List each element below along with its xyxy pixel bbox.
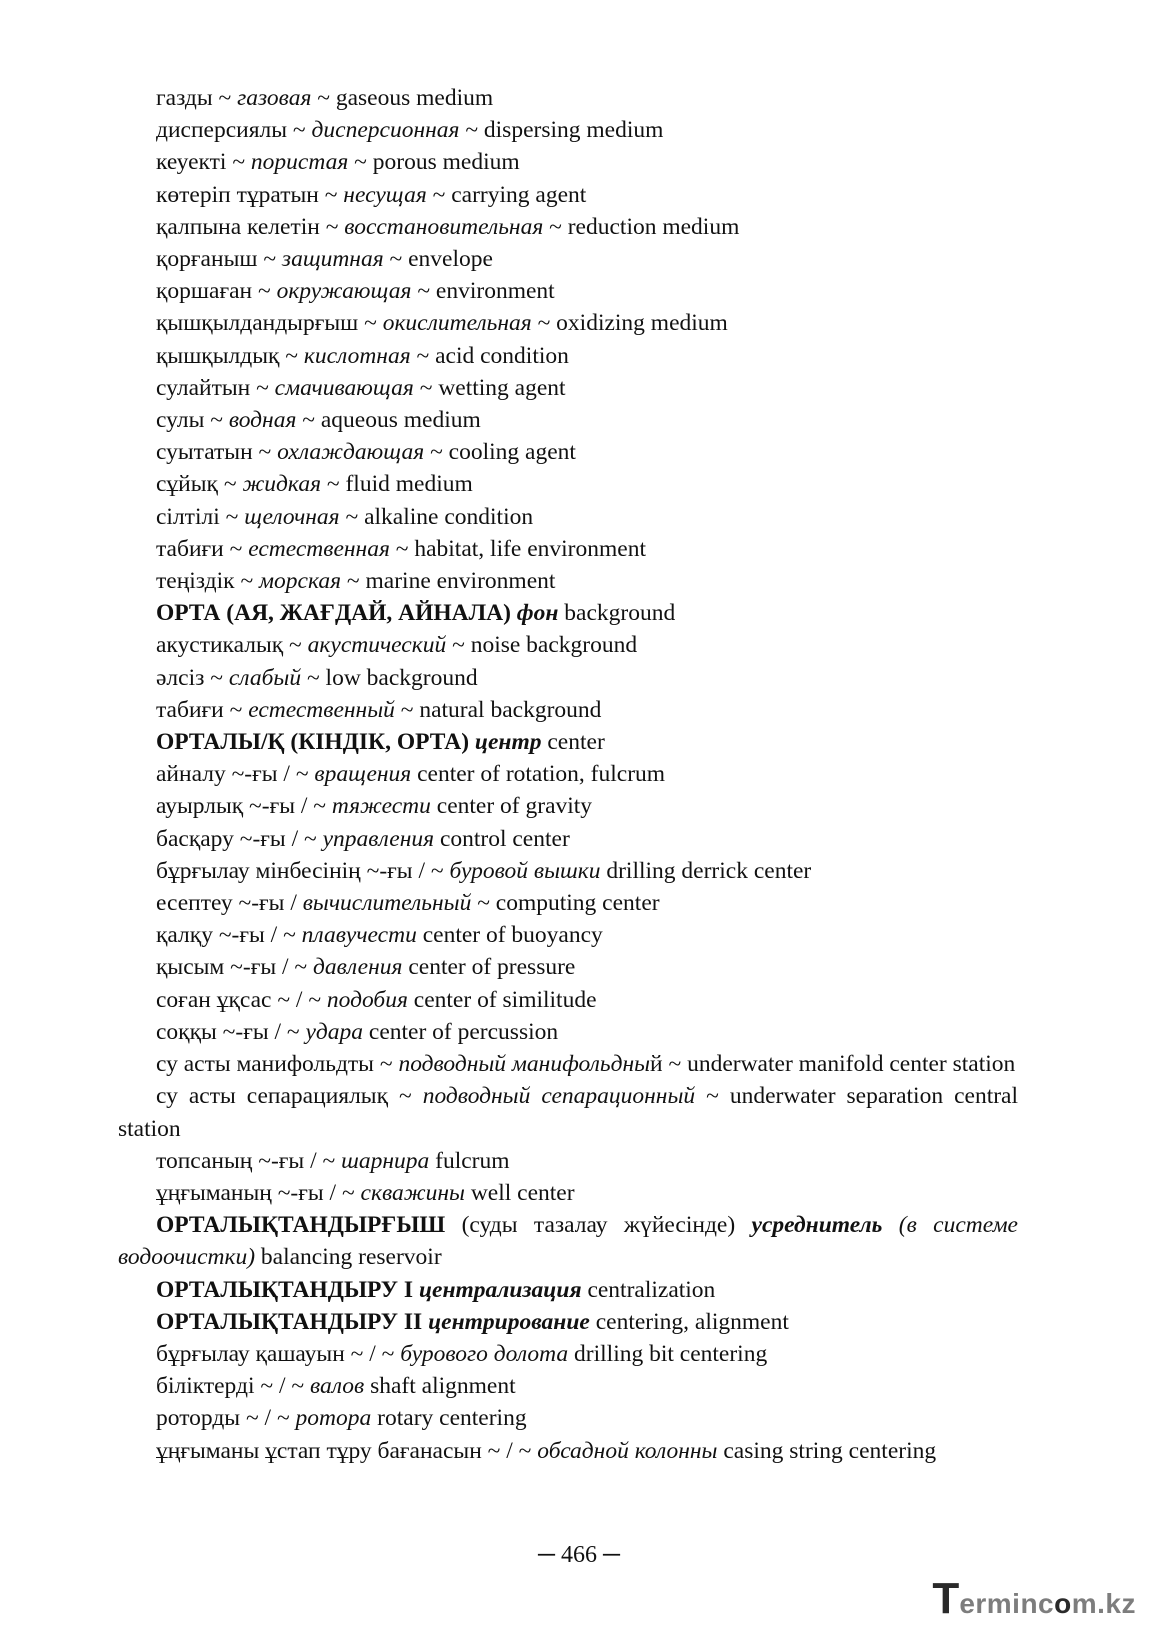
entry-english: ~ porous medium <box>348 149 520 176</box>
headword-kazakh: ОРТА (АЯ, ЖАҒДАЙ, АЙНАЛА) <box>156 600 517 627</box>
dictionary-entry <box>118 1402 1018 1434</box>
entry-kazakh: басқару ~-ғы / ~ <box>156 825 323 852</box>
entry-english: ~ cooling agent <box>424 439 576 466</box>
dictionary-entry <box>118 179 1018 211</box>
entry-english: ~ wetting agent <box>413 374 566 401</box>
entry-english: ~ natural background <box>394 696 602 723</box>
headword-english: centralization <box>581 1276 716 1303</box>
dictionary-entry <box>118 1338 1018 1370</box>
headword-kazakh: ОРТАЛЫҚТАНДЫРҒЫШ <box>156 1212 446 1239</box>
entry-kazakh: соққы ~-ғы / ~ <box>156 1018 306 1045</box>
entry-english: control center <box>434 825 570 852</box>
headword-ortalyqtandyru-2 <box>118 1306 1018 1338</box>
entry-english: ~ underwater separation central station <box>118 1083 1019 1142</box>
entry-russian: восстановительная <box>344 213 544 240</box>
entry-russian: естественная <box>248 535 390 562</box>
dictionary-entry <box>118 662 1018 694</box>
dictionary-entry <box>118 243 1018 275</box>
entry-kazakh: бұрғылау мінбесінің ~-ғы / ~ <box>156 857 450 884</box>
entry-russian: ротора <box>295 1405 372 1432</box>
headword-english: center <box>541 729 605 756</box>
entry-english: casing string centering <box>717 1437 937 1464</box>
entry-kazakh: кеуекті ~ <box>156 149 251 176</box>
entry-kazakh: суытатын ~ <box>156 439 278 466</box>
entry-russian: давления <box>313 954 403 981</box>
entry-english: drilling derrick center <box>600 857 812 884</box>
entry-kazakh: соған ұқсас ~ / ~ <box>156 986 327 1013</box>
entry-english: ~ habitat, life environment <box>389 535 646 562</box>
entry-kazakh: қалпына келетін ~ <box>156 213 345 240</box>
entry-kazakh: қорғаныш ~ <box>156 246 282 273</box>
entry-kazakh: қоршаған ~ <box>156 278 277 305</box>
entry-russian: водная <box>228 407 297 434</box>
entry-russian: защитная <box>281 246 384 273</box>
entry-english: ~ computing center <box>471 890 660 917</box>
entry-english: ~ alkaline condition <box>339 503 534 530</box>
headword-russian: усреднитель <box>751 1212 883 1239</box>
dictionary-entry <box>118 146 1018 178</box>
entry-kazakh: су асты сепарациялық ~ <box>156 1083 423 1110</box>
entry-russian: охлаждающая <box>277 439 425 466</box>
entry-russian: смачивающая <box>274 374 414 401</box>
entry-russian: газовая <box>237 85 312 111</box>
entry-russian: пористая <box>250 149 349 176</box>
termincom-watermark <box>932 1574 1136 1623</box>
dictionary-entry <box>118 1145 1018 1177</box>
entry-russian: бурового долота <box>400 1340 569 1367</box>
entry-english: ~ gaseous medium <box>311 85 494 111</box>
headword-english: background <box>558 600 676 627</box>
entry-kazakh: дисперсиялы ~ <box>156 117 312 144</box>
entry-kazakh: біліктерді ~ / ~ <box>156 1373 310 1400</box>
dictionary-entry <box>118 533 1018 565</box>
dictionary-entry <box>118 1435 1018 1467</box>
entry-kazakh: ұңғыманың ~-ғы / ~ <box>156 1179 361 1206</box>
dictionary-entry <box>118 1016 1018 1048</box>
page-number: ─ 466 ─ <box>537 1542 620 1568</box>
entry-russian: управления <box>322 825 435 852</box>
entry-kazakh: ауырлық ~-ғы / ~ <box>156 793 332 820</box>
dictionary-entry <box>118 340 1018 372</box>
entry-kazakh: әлсіз ~ <box>156 664 229 691</box>
entry-russian: естественный <box>248 696 395 723</box>
dictionary-page <box>118 82 1018 1467</box>
entry-russian: подводный сепарационный <box>422 1083 696 1110</box>
watermark-text: ermincom.kz <box>959 1588 1136 1619</box>
entry-russian: щелочная <box>244 503 340 530</box>
entry-kazakh: қышқылдық ~ <box>156 342 304 369</box>
entry-kazakh: қысым ~-ғы / ~ <box>156 954 314 981</box>
entry-english: drilling bit centering <box>568 1340 768 1367</box>
dictionary-entry <box>118 984 1018 1016</box>
entry-russian: кислотная <box>303 342 411 369</box>
entry-russian: шарнира <box>341 1147 430 1174</box>
headword-ortalyqtandyru-1 <box>118 1274 1018 1306</box>
entry-russian: вычислительный <box>302 890 472 917</box>
dictionary-entry <box>118 565 1018 597</box>
headword-kazakh: ОРТАЛЫҚТАНДЫРУ II <box>156 1308 429 1335</box>
entry-russian: несущая <box>343 181 427 208</box>
entry-english: rotary centering <box>371 1405 527 1432</box>
entry-kazakh: табиғи ~ <box>156 696 249 723</box>
entry-english: ~ envelope <box>383 246 493 273</box>
dictionary-entry <box>118 790 1018 822</box>
entry-kazakh: есептеу ~-ғы / <box>156 890 303 917</box>
entry-kazakh: айналу ~-ғы / ~ <box>156 761 315 788</box>
dictionary-entry <box>118 114 1018 146</box>
entry-russian: вращения <box>314 761 412 788</box>
dictionary-entry <box>118 1048 1018 1080</box>
dictionary-entry <box>118 372 1018 404</box>
headword-english: balancing reservoir <box>255 1244 442 1271</box>
dictionary-entry <box>118 823 1018 855</box>
entry-english: ~ dispersing medium <box>459 117 664 144</box>
entry-russian: тяжести <box>331 793 431 820</box>
entry-russian: скважины <box>360 1179 465 1206</box>
entry-english: ~ acid condition <box>410 342 569 369</box>
headword-kazakh: ОРТАЛЫҚТАНДЫРУ I <box>156 1276 419 1303</box>
entry-english: center of percussion <box>363 1018 559 1045</box>
entry-english: ~ aqueous medium <box>296 407 481 434</box>
entry-english: shaft alignment <box>364 1373 516 1400</box>
entry-russian: окружающая <box>276 278 412 305</box>
entries-medium <box>118 82 1018 597</box>
dictionary-entry <box>118 629 1018 661</box>
entry-english: center of rotation, fulcrum <box>411 761 666 788</box>
headword-russian: центрирование <box>428 1308 590 1335</box>
entry-russian: слабый <box>228 664 302 691</box>
entry-english: ~ reduction medium <box>543 213 740 240</box>
entry-kazakh: сулы ~ <box>156 407 229 434</box>
dictionary-entry <box>118 501 1018 533</box>
dictionary-entry <box>118 436 1018 468</box>
dictionary-entry <box>118 758 1018 790</box>
headword-russian: центр <box>474 729 542 756</box>
headword-kazakh-note: (суды тазалау жүйесінде) <box>445 1212 752 1239</box>
dictionary-entry <box>118 887 1018 919</box>
entry-kazakh: роторды ~ / ~ <box>156 1405 296 1432</box>
entry-kazakh: сілтілі ~ <box>156 503 245 530</box>
dictionary-entry <box>118 307 1018 339</box>
entry-kazakh: көтеріп тұратын ~ <box>156 181 344 208</box>
entries-centering <box>118 1338 1018 1467</box>
dictionary-entry <box>118 951 1018 983</box>
entry-kazakh: қышқылдандырғыш ~ <box>156 310 383 337</box>
dictionary-entry <box>118 694 1018 726</box>
headword-orta <box>118 597 1018 629</box>
entry-english: ~ environment <box>411 278 555 305</box>
entry-russian: обсадной колонны <box>537 1437 718 1464</box>
entry-russian: акустический <box>307 632 447 659</box>
entry-kazakh: топсаның ~-ғы / ~ <box>156 1147 342 1174</box>
entries-background <box>118 629 1018 726</box>
headword-ortalyqtandyrgysh <box>118 1209 1018 1273</box>
entry-english: ~ noise background <box>446 632 638 659</box>
entry-english: ~ carrying agent <box>426 181 587 208</box>
dictionary-entry <box>118 211 1018 243</box>
entry-english: center of similitude <box>407 986 597 1013</box>
dictionary-entry <box>118 404 1018 436</box>
entry-english: center of gravity <box>430 793 593 820</box>
entry-kazakh: су асты манифольдты ~ <box>156 1051 399 1078</box>
headword-kazakh: ОРТАЛЫ/Қ (КІНДІК, ОРТА) <box>156 729 475 756</box>
entry-kazakh: теңіздік ~ <box>156 568 260 595</box>
entry-english: ~ marine environment <box>341 568 556 595</box>
dictionary-entry <box>118 275 1018 307</box>
entry-russian: подводный манифольдны <box>398 1051 651 1078</box>
watermark-t: T <box>932 1574 960 1623</box>
entry-english: й ~ underwater manifold center station <box>650 1051 1016 1078</box>
entry-english: ~ low background <box>301 664 478 691</box>
dictionary-entry <box>118 919 1018 951</box>
headword-russian-note: (в системе водоочистки) <box>118 1212 1018 1271</box>
entry-kazakh: сулайтын ~ <box>156 374 275 401</box>
entry-english: center of buoyancy <box>416 922 603 949</box>
entry-english: ~ fluid medium <box>321 471 473 498</box>
entry-kazakh: бұрғылау қашауын ~ / ~ <box>156 1340 401 1367</box>
headword-russian: централизация <box>418 1276 582 1303</box>
entry-russian: валов <box>309 1373 365 1400</box>
entry-kazakh: акустикалық ~ <box>156 632 308 659</box>
entries-center <box>118 758 1018 1209</box>
entry-english: center of pressure <box>402 954 576 981</box>
entry-russian: плавучести <box>301 922 417 949</box>
entry-russian: удара <box>305 1018 364 1045</box>
entry-kazakh: ұңғыманы ұстап тұру бағанасын ~ / ~ <box>156 1437 538 1464</box>
headword-english: centering, alignment <box>589 1308 789 1335</box>
headword-ortaly <box>118 726 1018 758</box>
entry-english: fulcrum <box>429 1147 510 1174</box>
entry-english: ~ oxidizing medium <box>531 310 728 337</box>
entry-kazakh: табиғи ~ <box>156 535 249 562</box>
dictionary-entry <box>118 855 1018 887</box>
dictionary-entry <box>118 1370 1018 1402</box>
entry-russian: жидкая <box>242 471 322 498</box>
dictionary-entry <box>118 82 1018 114</box>
entry-kazakh: сұйық ~ <box>156 471 243 498</box>
entry-russian: подобия <box>326 986 408 1013</box>
entry-russian: морская <box>259 568 342 595</box>
dictionary-entry <box>118 1177 1018 1209</box>
entry-english: well center <box>464 1179 575 1206</box>
entry-russian: буровой вышки <box>449 857 601 884</box>
dictionary-entry <box>118 1080 1018 1144</box>
entry-russian: дисперсионная <box>311 117 460 144</box>
entry-kazakh: қалқу ~-ғы / ~ <box>156 922 302 949</box>
entry-kazakh: газды ~ <box>156 85 238 111</box>
dictionary-entry <box>118 468 1018 500</box>
headword-russian: фон <box>516 600 559 627</box>
entry-russian: окислительная <box>382 310 532 337</box>
